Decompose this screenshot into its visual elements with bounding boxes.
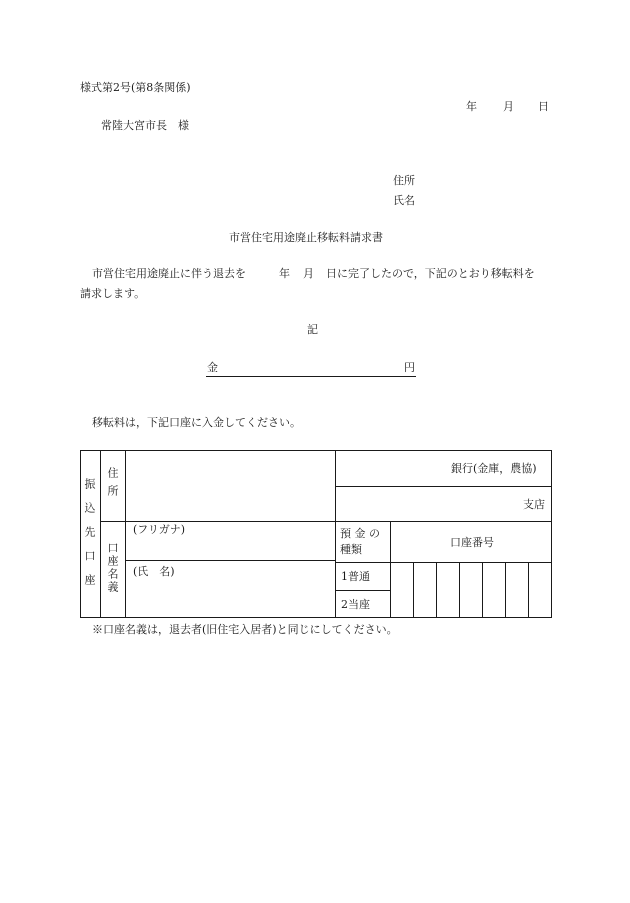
footnote: ※口座名義は，退去者(旧住宅入居者)と同じにしてください。 [92,623,398,636]
table-address-label: 住所 [106,467,119,503]
branch-label: 支店 [523,498,545,511]
side-label-transfer-account: 振込先口座 [83,478,96,598]
furigana-label: (フリガナ) [133,523,186,536]
body-year: 年 [279,267,290,280]
deposit-type-label-2: 種類 [340,543,362,556]
applicant-address-label: 住所 [393,174,415,187]
ki-heading: 記 [307,323,318,336]
amount-underline [206,376,416,377]
date-year-label: 年 [466,100,477,113]
date-month-label: 月 [503,100,514,113]
instruction: 移転料は，下記口座に入金してください。 [92,416,301,429]
date-day-label: 日 [538,100,549,113]
account-number-label: 口座番号 [450,536,494,549]
amount-yen: 円 [404,361,415,374]
deposit-type-label-1: 預 金 の [340,527,380,540]
holder-name-label: (氏 名) [133,565,175,578]
addressee: 常陸大宮市長 様 [101,119,189,132]
amount-kin: 金 [207,361,218,374]
body-line2: 請求します。 [80,287,146,300]
bank-label: 銀行(金庫，農協) [451,462,537,475]
body-month: 月 [303,267,314,280]
deposit-option-current: 2当座 [341,598,370,611]
document-title: 市営住宅用途廃止移転料請求書 [229,231,383,244]
body-line1-a: 市営住宅用途廃止に伴う退去を [92,267,246,280]
form-number: 様式第2号(第8条関係) [80,81,191,94]
body-line1-b: 日に完了したので，下記のとおり移転料を [326,267,535,280]
applicant-name-label: 氏名 [393,194,415,207]
table-holder-label: 口座名義 [106,542,119,594]
deposit-option-ordinary: 1普通 [341,570,370,583]
